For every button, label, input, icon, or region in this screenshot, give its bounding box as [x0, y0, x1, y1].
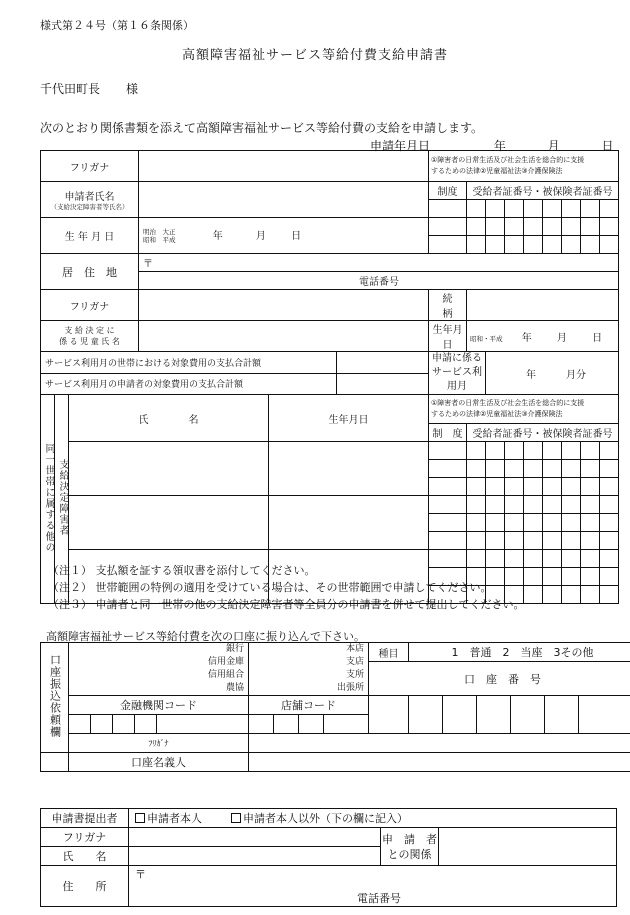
bank-side-label: 口座振込依頼欄 [41, 643, 69, 753]
note-3: （注３） 申請者と同一世帯の他の支給決定障害者等全員分の申請書を併せて提出してください。 [48, 598, 525, 611]
bank-heading: 高額障害福祉サービス等給付費を次の口座に振り込んで下さい。 [46, 630, 365, 643]
holder-furigana-field[interactable] [249, 734, 630, 753]
birthdate2-field[interactable]: 昭和・平成 年 月 日 [467, 321, 619, 352]
addressee [40, 80, 138, 97]
address-label: 居 住 地 [41, 254, 139, 290]
holder-furigana-label: ﾌﾘｶﾞﾅ [69, 734, 249, 753]
checkbox-self[interactable] [135, 813, 145, 823]
submitter-options [129, 809, 617, 828]
date-month: 月 [547, 139, 560, 153]
submitter-furigana-field[interactable] [129, 828, 381, 847]
applicant-table: フリガナ ①障害者の日常生活及び社会生活を総合的に支援 するための法律②児童福祉法③介護保険法 申請者氏名 （支給決定障害者等氏名） 制度 受給者証番号・被保険者証番号 生 年 月 日 明治 大正 昭和 平成 年 月 日 居 住 地 〒 電話番号 フリガナ 続 柄 支 給 決 定 に 係 る 児 童 氏 名 生年月日 昭和・平成 年 月 日 サービス利用月の世帯における対象費用の支払合計額 申請に係るサービス利用月 年 月分 サービス利用月の申請者の対象費用の支払合計額 同一世帯に属する他の 支給決定障害者 氏 名 生年月日 ①障害者の日常生活及び社会生活を総合的に支援 するための法律②児童福祉法③介護保険法 制 度 受給者証番号・被保険者証番号 [40, 150, 619, 604]
name-header: 氏 名 [69, 395, 269, 442]
law-text: ①障害者の日常生活及び社会生活を総合的に支援 するための法律②児童福祉法③介護保険法 [429, 151, 619, 182]
submitter-furigana-label: フリガナ [41, 828, 129, 847]
kind-options[interactable]: 1 普通 2 当座 3その他 [409, 643, 630, 662]
submitter-relation-field[interactable] [439, 828, 617, 866]
birthdate-field[interactable]: 明治 大正 昭和 平成 年 月 日 [139, 218, 429, 254]
notes [48, 562, 525, 613]
submitter-relation-label: 申 請 者 との関係 [381, 828, 439, 866]
holder-field[interactable] [249, 753, 630, 772]
submitter-phone-label: 電話番号 [357, 892, 401, 905]
child-name-label: 支 給 決 定 に 係 る 児 童 氏 名 [41, 321, 139, 352]
application-date-label: 申請年月日 [370, 139, 431, 153]
date-day: 日 [601, 139, 614, 153]
form-title: 高額障害福祉サービス等給付費支給申請書 [181, 48, 448, 63]
furigana2-label: フリガナ [41, 290, 139, 321]
holder-label: 口座名義人 [69, 753, 249, 772]
month-label: 月分 [566, 369, 586, 381]
applicant-total-field[interactable] [337, 373, 429, 395]
branch-code-label: 店舗コード [249, 696, 369, 715]
birthdate-header: 生年月日 [269, 395, 429, 442]
cert-no2-label: 受給者証番号・被保険者証番号 [467, 424, 619, 442]
postal-field[interactable]: 〒 [139, 254, 619, 272]
cert-no-label: 受給者証番号・被保険者証番号 [467, 182, 619, 200]
submitter-postal: 〒 [135, 868, 146, 881]
branch-types: 本店 支店 支所 出張所 [249, 643, 369, 696]
note-2: （注２） 世帯範囲の特例の適用を受けている場合は、その世帯範囲で申請してください。 [48, 581, 492, 594]
checkbox-other[interactable] [231, 813, 241, 823]
relation-field[interactable] [467, 290, 619, 321]
submitter-address-label: 住 所 [41, 866, 129, 907]
institution-types: 銀行 信用金庫 信用組合 農協 [69, 643, 249, 696]
addressee-honorific: 様 [126, 82, 139, 96]
phone-label: 電話番号 [139, 272, 619, 290]
addressee-name: 千代田町長 [40, 82, 101, 96]
option-other-label: 申請者本人以外（下の欄に記入） [243, 812, 408, 825]
submitter-table [40, 808, 617, 907]
submitter-name-field[interactable] [129, 847, 381, 866]
submitter-label: 申請書提出者 [41, 809, 129, 828]
child-name-field[interactable] [139, 321, 429, 352]
furigana-field[interactable] [139, 151, 429, 182]
note-1: （注１） 支払額を証する領収書を添付してください。 [48, 564, 316, 577]
service-month-label: 申請に係るサービス利用月 [429, 352, 486, 395]
applicant-name-field[interactable] [139, 182, 429, 218]
era-2: 昭和 平成 [143, 236, 176, 244]
account-no-label: 口 座 番 号 [369, 662, 630, 696]
service-month-field[interactable]: 年 月分 [486, 352, 619, 395]
submitter-name-label: 氏 名 [41, 847, 129, 866]
system2-label: 制 度 [429, 424, 467, 442]
bank-code-label: 金融機関コード [69, 696, 249, 715]
date-year: 年 [493, 139, 506, 153]
kind-label: 種目 [369, 643, 409, 662]
same-household-label: 同一世帯に属する他の [41, 395, 55, 604]
option-self-label: 申請者本人 [147, 812, 202, 825]
form-number: 様式第２４号（第１６条関係） [40, 19, 194, 32]
birthdate-label: 生 年 月 日 [41, 218, 139, 254]
submitter-address-field[interactable] [129, 866, 617, 907]
era-1: 明治 大正 [143, 228, 176, 236]
applicant-total-label: サービス利用月の申請者の対象費用の支払合計額 [41, 373, 337, 395]
household-total-label: サービス利用月の世帯における対象費用の支払合計額 [41, 352, 337, 374]
system-field[interactable] [429, 200, 467, 218]
support-decided-label: 支給決定障害者 [55, 395, 69, 604]
system-label: 制度 [429, 182, 467, 200]
relation-label: 続 柄 [429, 290, 467, 321]
furigana-label: フリガナ [41, 151, 139, 182]
intro-text: 次のとおり関係書類を添えて高額障害福祉サービス等給付費の支給を申請します。 [40, 121, 484, 135]
applicant-name-label: 申請者氏名 （支給決定障害者等氏名） [41, 182, 139, 218]
era-3: 昭和・平成 [470, 334, 503, 343]
birthdate2-label: 生年月日 [429, 321, 467, 352]
household-total-field[interactable] [337, 352, 429, 374]
bank-table [40, 642, 630, 772]
